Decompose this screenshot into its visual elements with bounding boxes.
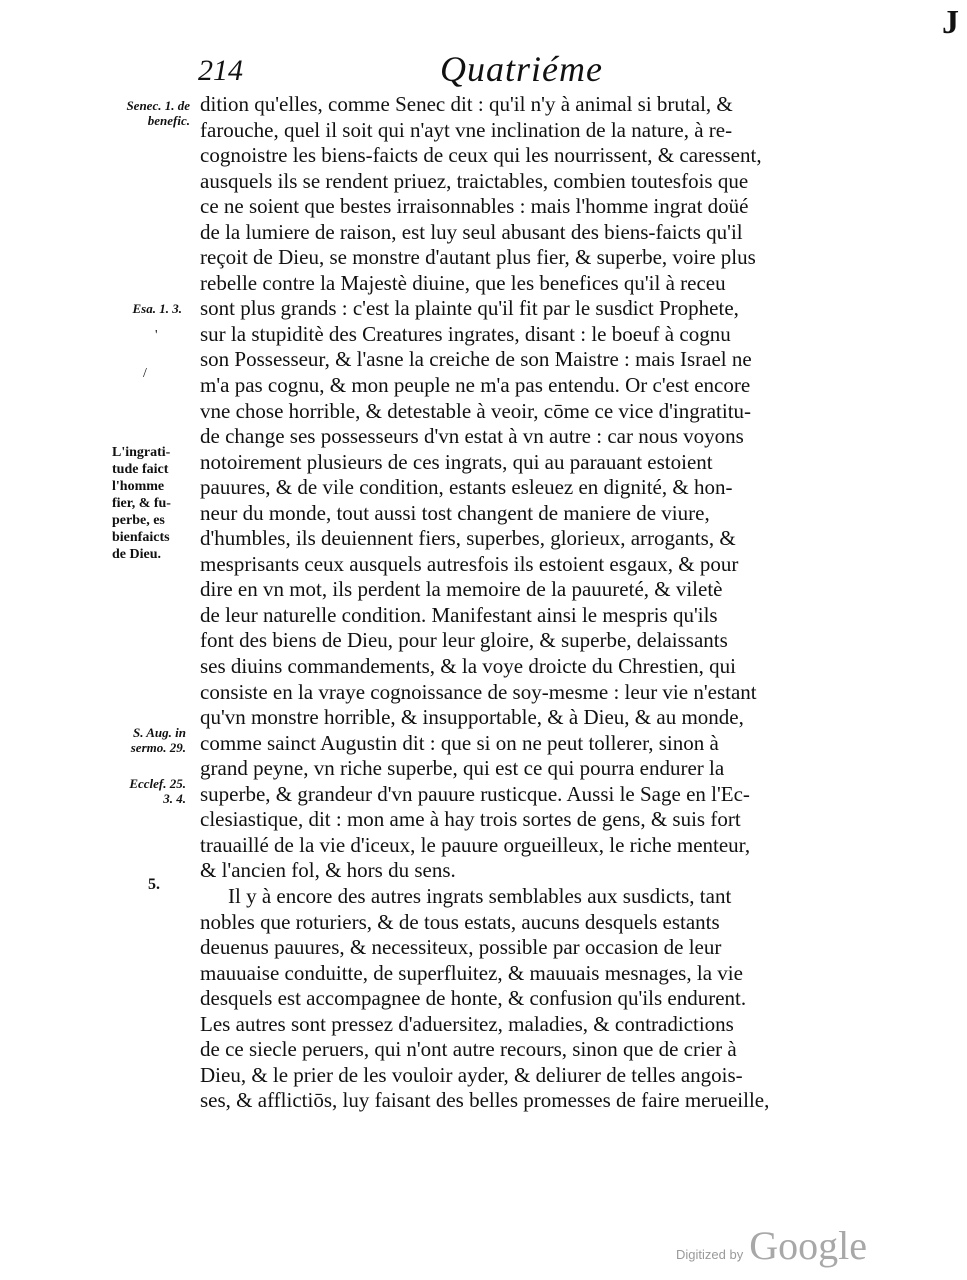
running-title: Quatriéme: [440, 49, 603, 89]
margin-note-line: Ecclef. 25.: [129, 776, 186, 791]
text-line: clesiastique, dit : mon ame à hay trois sortes de gens, & suis fort: [200, 807, 741, 832]
text-line: de ce siecle peruers, qui n'ont autre recours, sinon que de crier à: [200, 1037, 737, 1062]
corner-mark: J: [942, 4, 959, 41]
text-line: Il y à encore des autres ingrats semblables aux susdicts, tant: [228, 883, 732, 908]
text-line: dire en vn mot, ils perdent la memoire de la pauureté, & viletè: [200, 577, 723, 602]
text-line: d'humbles, ils deuiennent fiers, superbes, glorieux, arrogants, &: [200, 526, 736, 551]
text-line: mauuaise conduitte, de superfluitez, & mauuais mesnages, la vie: [200, 960, 743, 985]
margin-note-esa: [100, 301, 182, 316]
margin-note-line: Esa. 1. 3.: [132, 301, 182, 316]
body-text: [200, 92, 830, 1114]
text-line: nobles que roturiers, & de tous estats, aucuns desquels estants: [200, 909, 720, 934]
text-line: consiste en la vraye cognoissance de soy-mesme : leur vie n'estant: [200, 679, 757, 704]
margin-note-line: Senec. 1. de: [126, 98, 190, 113]
margin-note-line: sermo. 29.: [130, 740, 186, 755]
digitized-by-google-watermark: [676, 1222, 867, 1269]
text-line: superbe, & grandeur d'vn pauure rusticque. Aussi le Sage en l'Ec-: [200, 781, 750, 806]
text-line: desquels est accompagnee de honte, & confusion qu'ils endurent.: [200, 986, 747, 1011]
text-line: Dieu, & le prier de les vouloir ayder, & deliurer de telles angois-: [200, 1062, 743, 1087]
text-line: neur du monde, tout aussi tost changent de maniere de viure,: [200, 500, 710, 525]
text-line: sur la stupiditè des Creatures ingrates, disant : le boeuf à cognu: [200, 321, 731, 346]
side-note-line: bienfaicts: [112, 530, 170, 545]
margin-note-ecclesiastique: [104, 776, 186, 806]
margin-note-line: 3. 4.: [163, 791, 186, 806]
text-line: qu'vn monstre horrible, & insupportable, & à Dieu, & au monde,: [200, 705, 744, 730]
text-line: de leur naturelle condition. Manifestant ainsi le mespris qu'ils: [200, 602, 718, 627]
text-line: ses diuins commandements, & la voye droicte du Chrestien, qui: [200, 654, 736, 679]
text-line: vne chose horrible, & detestable à veoir, cōme ce vice d'ingratitu-: [200, 398, 752, 423]
text-line: Les autres sont pressez d'aduersitez, maladies, & contradictions: [200, 1011, 734, 1036]
side-note-line: de Dieu.: [112, 547, 161, 562]
text-line: ses, & afflictiōs, luy faisant des belles promesses de faire merueille,: [200, 1088, 770, 1113]
margin-note-line: benefic.: [147, 113, 190, 128]
text-line: trauaillé de la vie d'iceux, le pauure orgueilleux, le riche menteur,: [200, 832, 751, 857]
margin-note-line: S. Aug. in: [133, 725, 186, 740]
text-line: reçoit de Dieu, se monstre d'autant plus fier, & superbe, voire plus: [200, 245, 756, 270]
text-line: comme sainct Augustin dit : que si on ne peut tollerer, sinon à: [200, 730, 719, 755]
text-line: de la lumiere de raison, est luy seul abusant des biens-faicts qu'il: [200, 219, 743, 244]
side-note-line: l'homme: [112, 479, 165, 494]
text-line: ausquels ils se rendent priuez, traictables, combien toutesfois que: [200, 168, 749, 193]
text-line: pauures, & de vile condition, estants esleuez en dignité, & hon-: [200, 475, 733, 500]
text-line: ce ne soient que bestes irraisonnables : mais l'homme ingrat doüé: [200, 194, 749, 219]
text-line: deuenus pauures, & necessiteux, possible par occasion de leur: [200, 935, 722, 960]
page-number: 214: [198, 54, 243, 87]
text-line: font des biens de Dieu, pour leur gloire, & superbe, delaissants: [200, 628, 728, 653]
text-line: grand peyne, vn riche superbe, qui est ce qui pourra endurer la: [200, 756, 725, 781]
google-logo: Google: [749, 1223, 867, 1268]
text-line: & l'ancien fol, & hors du sens.: [200, 858, 456, 883]
watermark-prefix: Digitized by: [676, 1247, 744, 1262]
side-note-line: tude faict: [112, 462, 169, 477]
margin-note-senec: [108, 98, 190, 128]
text-line: rebelle contre la Majestè diuine, que les benefices qu'il à receu: [200, 270, 726, 295]
text-line: de change ses possesseurs d'vn estat à vn autre : car nous voyons: [200, 424, 744, 449]
side-summary-note: [112, 444, 190, 563]
text-line: son Possesseur, & l'asne la creiche de son Maistre : mais Israel ne: [200, 347, 752, 372]
text-line: mesprisants ceux ausquels autresfois ils estoient esgaux, & pour: [200, 551, 739, 576]
paragraph-number: 5.: [148, 876, 160, 893]
margin-tick: /: [143, 366, 147, 381]
side-note-line: perbe, es: [112, 513, 165, 528]
margin-tick: ': [155, 328, 158, 343]
margin-note-augustin: [104, 725, 186, 755]
text-line: m'a pas cognu, & mon peuple ne m'a pas entendu. Or c'est encore: [200, 373, 751, 398]
side-note-line: fier, & fu-: [112, 496, 171, 511]
text-line: farouche, quel il soit qui n'ayt vne inclination de la nature, à re-: [200, 117, 733, 142]
text-line: sont plus grands : c'est la plainte qu'il fit par le susdict Prophete,: [200, 296, 739, 321]
text-line: cognoistre les biens-faicts de ceux qui les nourrissent, & caressent,: [200, 143, 762, 168]
text-line: notoirement plusieurs de ces ingrats, qui au parauant estoient: [200, 449, 713, 474]
side-note-line: L'ingrati-: [112, 445, 171, 460]
text-line: dition qu'elles, comme Senec dit : qu'il n'y à animal si brutal, &: [200, 92, 733, 116]
